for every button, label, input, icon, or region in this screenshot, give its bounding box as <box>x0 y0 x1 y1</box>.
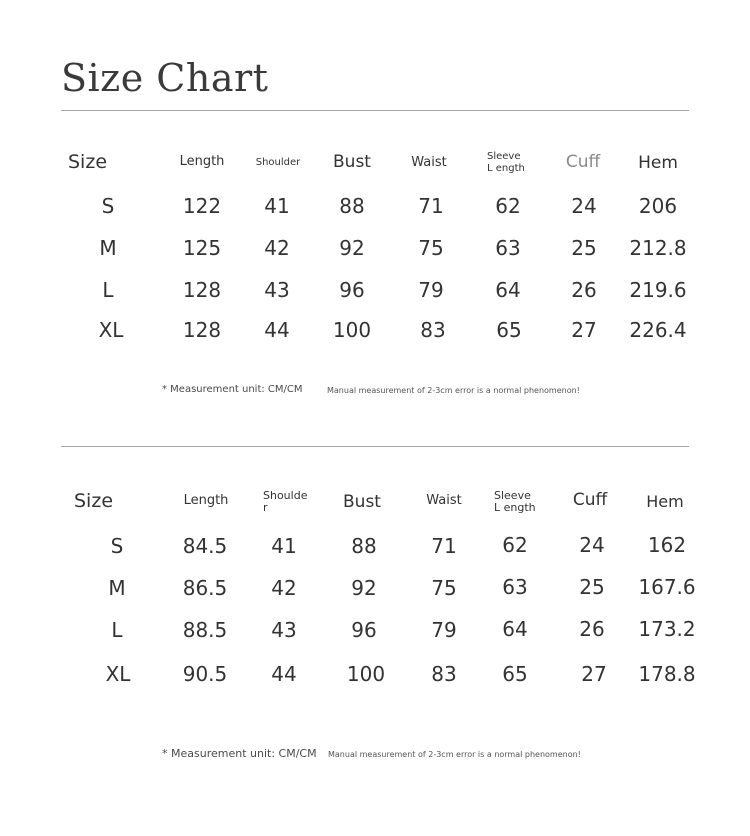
section-divider <box>61 446 689 447</box>
cell-sleeve: 62 <box>502 533 528 557</box>
cell-waist: 71 <box>431 534 457 558</box>
header-waist: Waist <box>411 155 447 170</box>
header-shoulder: Shoulder <box>255 157 301 168</box>
measurement-unit-note: * Measurement unit: CM/CM <box>162 384 303 395</box>
cell-length: 86.5 <box>182 576 228 600</box>
cell-shoulder: 44 <box>264 318 290 342</box>
cell-hem: 173.2 <box>638 617 696 641</box>
cell-cuff: 27 <box>571 318 597 342</box>
cell-sleeve: 63 <box>502 575 528 599</box>
measurement-unit-note: * Measurement unit: CM/CM <box>162 747 317 760</box>
cell-size: L <box>111 618 123 642</box>
header-shoulder: Shoulde r <box>263 489 308 514</box>
cell-hem: 167.6 <box>638 575 696 599</box>
cell-sleeve: 65 <box>502 662 528 686</box>
header-bust: Bust <box>333 152 371 172</box>
cell-size: M <box>108 576 126 600</box>
cell-waist: 79 <box>418 278 444 302</box>
header-cuff: Cuff <box>565 152 601 172</box>
header-hem: Hem <box>638 153 678 173</box>
cell-length: 122 <box>182 194 222 218</box>
cell-hem: 206 <box>638 194 678 218</box>
cell-bust: 100 <box>346 662 386 686</box>
cell-sleeve: 64 <box>495 278 521 302</box>
header-length: Length <box>179 154 225 169</box>
cell-length: 88.5 <box>182 618 228 642</box>
cell-waist: 79 <box>431 618 457 642</box>
page-title: Size Chart <box>61 56 269 100</box>
cell-hem: 226.4 <box>629 318 687 342</box>
cell-bust: 92 <box>339 236 365 260</box>
cell-shoulder: 42 <box>264 236 290 260</box>
cell-shoulder: 44 <box>271 662 297 686</box>
cell-bust: 88 <box>339 194 365 218</box>
title-divider <box>61 110 689 111</box>
cell-size: XL <box>98 318 124 342</box>
cell-sleeve: 64 <box>502 617 528 641</box>
cell-length: 128 <box>182 318 222 342</box>
header-length: Length <box>183 493 229 508</box>
header-size: Size <box>74 490 114 512</box>
cell-hem: 178.8 <box>638 662 696 686</box>
header-cuff: Cuff <box>572 490 608 510</box>
cell-length: 125 <box>182 236 222 260</box>
cell-bust: 96 <box>351 618 377 642</box>
header-size: Size <box>68 151 108 173</box>
header-sleeve: Sleeve L ength <box>494 489 536 514</box>
cell-sleeve: 62 <box>495 194 521 218</box>
cell-waist: 75 <box>431 576 457 600</box>
cell-bust: 100 <box>332 318 372 342</box>
cell-length: 90.5 <box>182 662 228 686</box>
cell-shoulder: 41 <box>264 194 290 218</box>
cell-sleeve: 63 <box>495 236 521 260</box>
cell-waist: 83 <box>420 318 446 342</box>
cell-waist: 83 <box>431 662 457 686</box>
cell-hem: 219.6 <box>629 278 687 302</box>
cell-shoulder: 43 <box>264 278 290 302</box>
cell-size: M <box>99 236 117 260</box>
cell-cuff: 26 <box>571 278 597 302</box>
cell-hem: 212.8 <box>629 236 687 260</box>
cell-waist: 75 <box>418 236 444 260</box>
cell-cuff: 27 <box>581 662 607 686</box>
cell-waist: 71 <box>418 194 444 218</box>
cell-bust: 92 <box>351 576 377 600</box>
cell-length: 84.5 <box>182 534 228 558</box>
cell-size: XL <box>105 662 131 686</box>
cell-cuff: 24 <box>579 533 605 557</box>
cell-shoulder: 41 <box>271 534 297 558</box>
header-bust: Bust <box>343 492 381 512</box>
cell-cuff: 25 <box>571 236 597 260</box>
header-hem: Hem <box>646 492 684 511</box>
cell-size: S <box>101 194 115 218</box>
cell-length: 128 <box>182 278 222 302</box>
cell-size: L <box>102 278 114 302</box>
header-sleeve: Sleeve L ength <box>487 151 525 174</box>
cell-sleeve: 65 <box>496 318 522 342</box>
cell-bust: 96 <box>339 278 365 302</box>
cell-bust: 88 <box>351 534 377 558</box>
cell-shoulder: 42 <box>271 576 297 600</box>
measurement-error-note: Manual measurement of 2-3cm error is a normal phenomenon! <box>328 750 581 759</box>
measurement-error-note: Manual measurement of 2-3cm error is a normal phenomenon! <box>327 386 580 395</box>
header-waist: Waist <box>426 493 462 508</box>
cell-shoulder: 43 <box>271 618 297 642</box>
cell-cuff: 24 <box>571 194 597 218</box>
cell-cuff: 26 <box>579 617 605 641</box>
cell-hem: 162 <box>647 533 687 557</box>
cell-cuff: 25 <box>579 575 605 599</box>
cell-size: S <box>110 534 124 558</box>
